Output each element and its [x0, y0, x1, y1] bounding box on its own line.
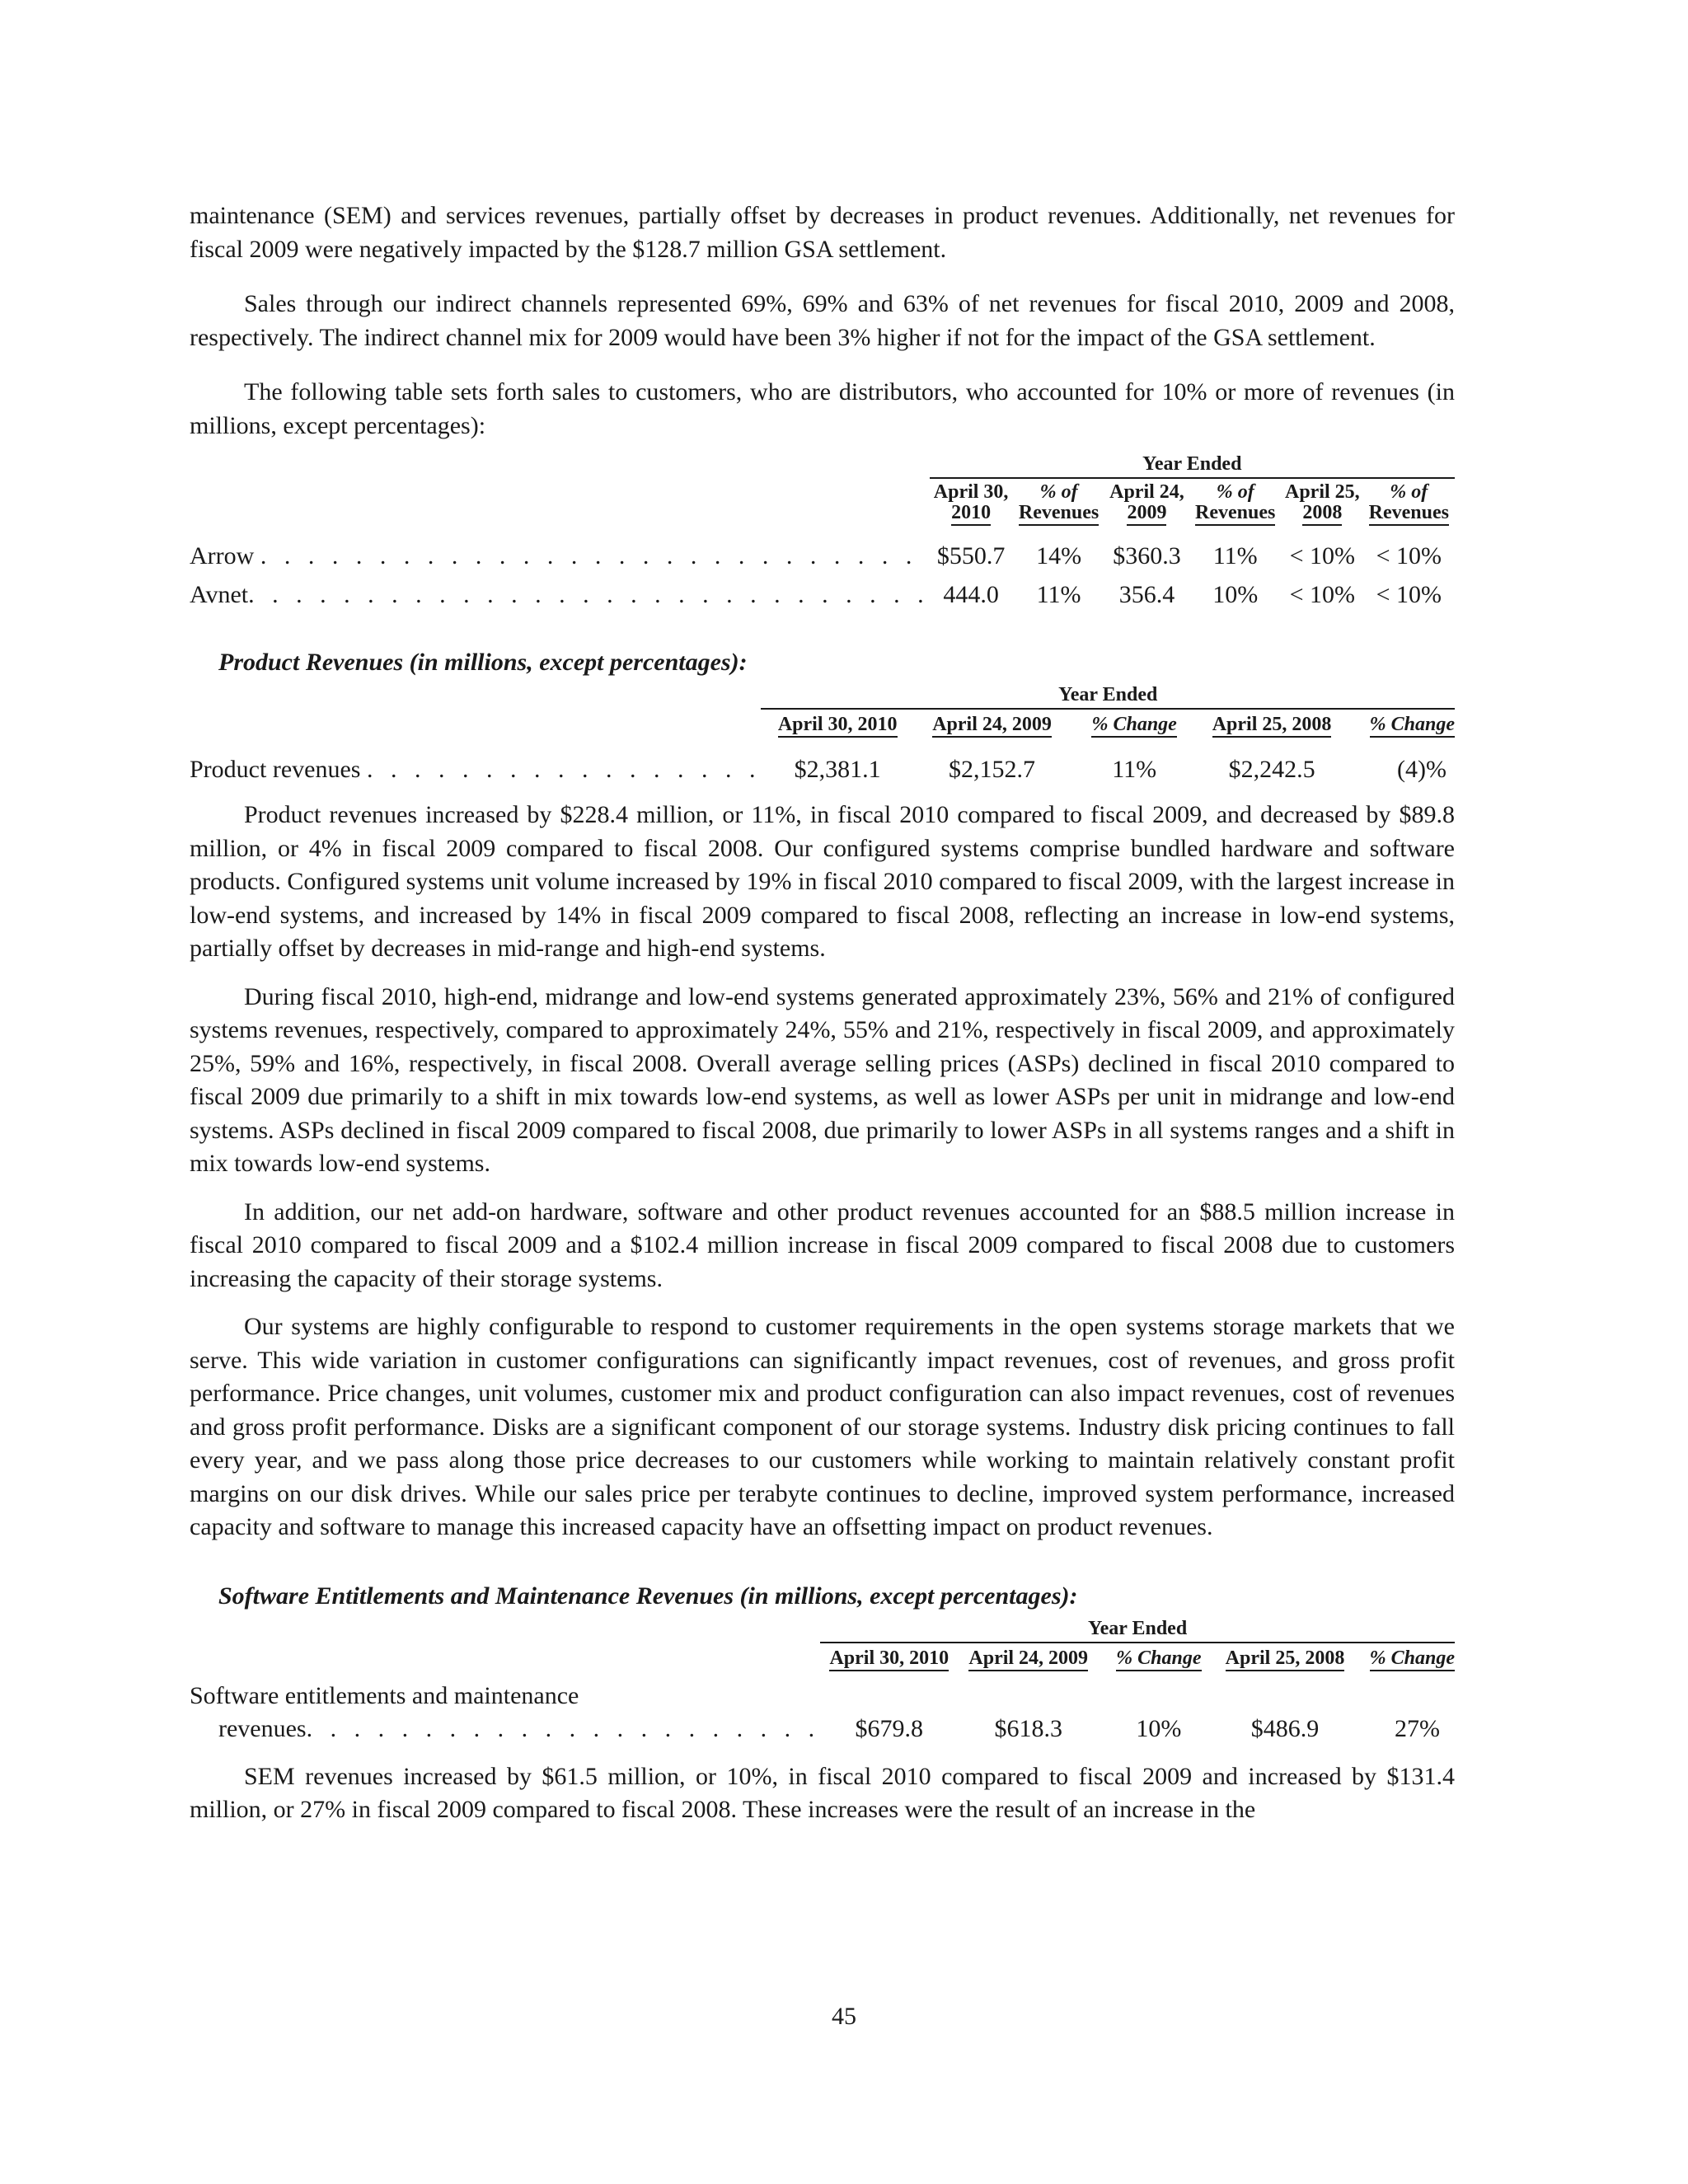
- column-header: April 24, 2009: [1105, 478, 1189, 526]
- table-cell: 444.0: [943, 581, 999, 608]
- table-cell: 10%: [1212, 581, 1259, 608]
- paragraph: maintenance (SEM) and services revenues, partially offset by decreases in product revenues. Additionally, net revenues for fiscal 2009 were negatively impacted by the $128.7 million GSA settlement.: [190, 202, 1455, 263]
- year-ended-header: Year Ended: [820, 1617, 1455, 1643]
- paragraph: Product revenues increased by $228.4 million, or 11%, in fiscal 2010 compared to fiscal 2009, and decreased by $89.8 million, or 4% in fiscal 2009 compared to fiscal 2008. Our configured systems comprise bundled hardware and software products. Configured systems unit volume increased by 19% in fiscal 2010 compared to fiscal 2009, with the largest increase in low-end systems, and increased by 14% in fiscal 2009 compared to fiscal 2008, reflecting an increase in low-end systems, partially offset by decreases in mid-range and high-end systems.: [190, 801, 1455, 962]
- table-row: [190, 526, 1455, 570]
- table-cell: $618.3: [994, 1714, 1062, 1742]
- column-header: % of Revenues: [1363, 478, 1455, 526]
- section-heading: Software Entitlements and Maintenance Revenues (in millions, except percentages):: [218, 1582, 1078, 1610]
- row-label: Product revenues: [190, 756, 361, 783]
- table-cell: < 10%: [1376, 581, 1442, 608]
- paragraph: The following table sets forth sales to customers, who are distributors, who accounted for 10% or more of revenues (in millions, except percentages):: [190, 378, 1455, 439]
- table-cell: 14%: [1036, 542, 1082, 569]
- column-header: % of Revenues: [1013, 478, 1105, 526]
- column-header: April 24, 2009: [914, 709, 1070, 738]
- column-header: % of Revenues: [1189, 478, 1282, 526]
- paragraph: In addition, our net add-on hardware, software and other product revenues accounted for an $88.5 million increase in fiscal 2010 compared to fiscal 2009 and a $102.4 million increase in fiscal 2009 compared to fiscal 2008 due to customers increasing the capacity of their storage systems.: [190, 1197, 1455, 1292]
- sem-revenues-table: [190, 1617, 1455, 1746]
- paragraph: Sales through our indirect channels represented 69%, 69% and 63% of net revenues for fiscal 2010, 2009 and 2008, respectively. The indirect channel mix for 2009 would have been 3% higher if not for the impact of the GSA settlement.: [190, 290, 1455, 351]
- year-ended-header: Year Ended: [930, 452, 1455, 478]
- column-header: April 25, 2008: [1282, 478, 1363, 526]
- row-label: Avnet: [190, 581, 249, 608]
- row-label: Arrow: [190, 542, 255, 569]
- table-row: [190, 738, 1455, 784]
- table-cell: $550.7: [936, 542, 1006, 569]
- table-cell: 10%: [1136, 1714, 1182, 1742]
- column-header: April 25, 2008: [1198, 709, 1345, 738]
- section-heading: Product Revenues (in millions, except percentages):: [218, 649, 748, 676]
- product-revenues-table: [190, 683, 1455, 784]
- column-header: % Change: [1351, 1643, 1455, 1671]
- column-header: April 25, 2008: [1219, 1643, 1352, 1671]
- table-cell: $2,152.7: [949, 756, 1036, 783]
- column-header: April 30, 2010: [761, 709, 913, 738]
- table-cell: $486.9: [1250, 1714, 1320, 1742]
- paragraph: SEM revenues increased by $61.5 million, or 10%, in fiscal 2010 compared to fiscal 2009 and increased by $131.4 million, or 27% in fiscal 2009 compared to fiscal 2008. These increases were the result of an increase in the: [190, 1762, 1455, 1823]
- table-cell: 11%: [1212, 542, 1258, 569]
- table-cell: 11%: [1112, 756, 1157, 783]
- table-cell: $2,242.5: [1228, 756, 1315, 783]
- leader-dots: . . . . . . . . . . . . . . . . . . . . . . . . . . . .: [260, 542, 918, 569]
- leader-dots: . . . . . . . . . . . . . . . . .: [366, 756, 762, 783]
- paragraph: Our systems are highly configurable to respond to customer requirements in the open systems storage markets that we serve. This wide variation in customer configurations can significantly impact revenues, cost of revenues, and gross profit performance. Price changes, unit volumes, customer mix and product configuration can also impact revenues, cost of revenues and gross profit performance. Disks are a significant component of our storage systems. Industry disk pricing continues to fall every year, and we pass along those price decreases to our customers while working to maintain relatively constant profit margins on our disk drives. While our sales price per terabyte continues to decline, improved system performance, increased capacity and software to manage this increased capacity have an offsetting impact on product revenues.: [190, 1313, 1455, 1540]
- column-header: April 24, 2009: [958, 1643, 1099, 1671]
- column-header: % Change: [1345, 709, 1455, 738]
- leader-dots: . . . . . . . . . . . . . . . . . . . . . .: [306, 1714, 821, 1742]
- table-cell: $2,381.1: [794, 756, 881, 783]
- table-cell: $360.3: [1113, 542, 1181, 569]
- table-cell: 356.4: [1118, 581, 1175, 608]
- table-cell: < 10%: [1289, 542, 1356, 569]
- paragraph: During fiscal 2010, high-end, midrange and low-end systems generated approximately 23%, 56% and 21% of configured systems revenues, respectively, compared to approximately 24%, 55% and 21%, respectively in fiscal 2009, and approximately 25%, 59% and 16%, respectively, in fiscal 2008. Overall average selling prices (ASPs) declined in fiscal 2010 compared to fiscal 2009 due primarily to a shift in mix towards low-end systems, as well as lower ASPs per unit in midrange and low-end systems. ASPs declined in fiscal 2009 compared to fiscal 2008, due primarily to lower ASPs in all systems ranges and a shift in mix towards low-end systems.: [190, 982, 1455, 1177]
- row-label: revenues: [218, 1714, 307, 1742]
- table-cell: 11%: [1036, 581, 1081, 608]
- leader-dots: . . . . . . . . . . . . . . . . . . . . . . . . . . . . .: [248, 581, 930, 608]
- table-row: [190, 1671, 1455, 1746]
- table-row: [190, 570, 1455, 609]
- year-ended-header: Year Ended: [761, 683, 1455, 709]
- page-number: 45: [832, 2003, 856, 2030]
- column-header: April 30, 2010: [820, 1643, 958, 1671]
- distributors-table: [190, 452, 1455, 609]
- table-cell: $679.8: [855, 1714, 924, 1742]
- column-header: % Change: [1070, 709, 1198, 738]
- column-header: % Change: [1099, 1643, 1219, 1671]
- table-cell: (4)%: [1397, 756, 1447, 783]
- table-cell: < 10%: [1289, 581, 1356, 608]
- table-cell: < 10%: [1376, 542, 1442, 569]
- document-body: [190, 199, 1455, 1827]
- column-header: April 30, 2010: [930, 478, 1013, 526]
- table-cell: 27%: [1395, 1714, 1440, 1742]
- row-label: Software entitlements and maintenance: [190, 1681, 579, 1709]
